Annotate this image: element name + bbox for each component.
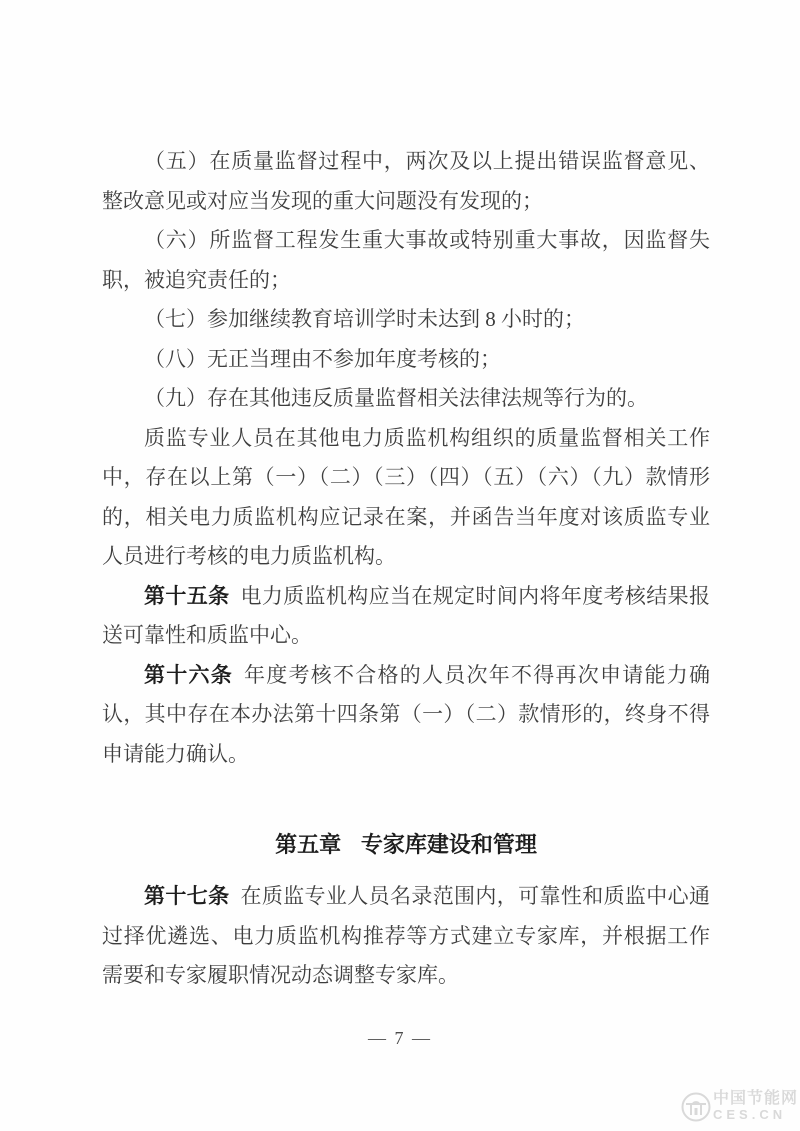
clause-5: （五）在质量监督过程中，两次及以上提出错误监督意见、整改意见或对应当发现的重大问题没有发现的；: [102, 149, 710, 213]
article-17: [102, 877, 710, 996]
clause-9: （九）存在其他违反质量监督相关法律法规等行为的。: [144, 386, 648, 410]
document-body: [102, 142, 710, 996]
chapter-number: 第五章: [275, 832, 342, 857]
article-15: [102, 577, 710, 656]
watermark-site-name: 中国节能网: [712, 1090, 798, 1107]
page-number: — 7 —: [368, 1028, 432, 1048]
chapter-heading: [102, 825, 710, 865]
article-16: [102, 656, 710, 775]
article-15-number: 第十五条: [144, 584, 230, 608]
paragraph-cross-reference: 质监专业人员在其他电力质监机构组织的质量监督相关工作中，存在以上第（一）（二）（三）（四）（五）（六）（九）款情形的，相关电力质监机构应记录在案，并函告当年度对该质监专业人员进行考核的电力质监机构。: [102, 425, 710, 568]
article-17-number: 第十七条: [144, 885, 230, 908]
article-16-number: 第十六条: [144, 663, 233, 687]
clause-6: （六）所监督工程发生重大事故或特别重大事故，因监督失职，被追究责任的；: [102, 228, 710, 292]
watermark-text: [713, 1090, 798, 1123]
chapter-title: 专家库建设和管理: [360, 832, 537, 857]
clause-8: （八）无正当理由不参加年度考核的；: [144, 346, 501, 371]
ces-logo-icon: [681, 1092, 711, 1122]
watermark: [681, 1090, 798, 1123]
watermark-site-domain: CES.CN: [712, 1107, 787, 1122]
article-15-text: 电力质监机构应当在规定时间内将年度考核结果报送可靠性和质监中心。: [102, 583, 711, 647]
clause-7: （七）参加继续教育培训学时未达到 8 小时的；: [144, 307, 585, 331]
article-17-text: 在质监专业人员名录范围内，可靠性和质监中心通过择优遴选、电力质监机构推荐等方式建立专家库，并根据工作需要和专家履职情况动态调整专家库。: [102, 884, 711, 987]
article-16-text: 年度考核不合格的人员次年不得再次申请能力确认，其中存在本办法第十四条第（一）（二）款情形的，终身不得申请能力确认。: [102, 662, 710, 766]
